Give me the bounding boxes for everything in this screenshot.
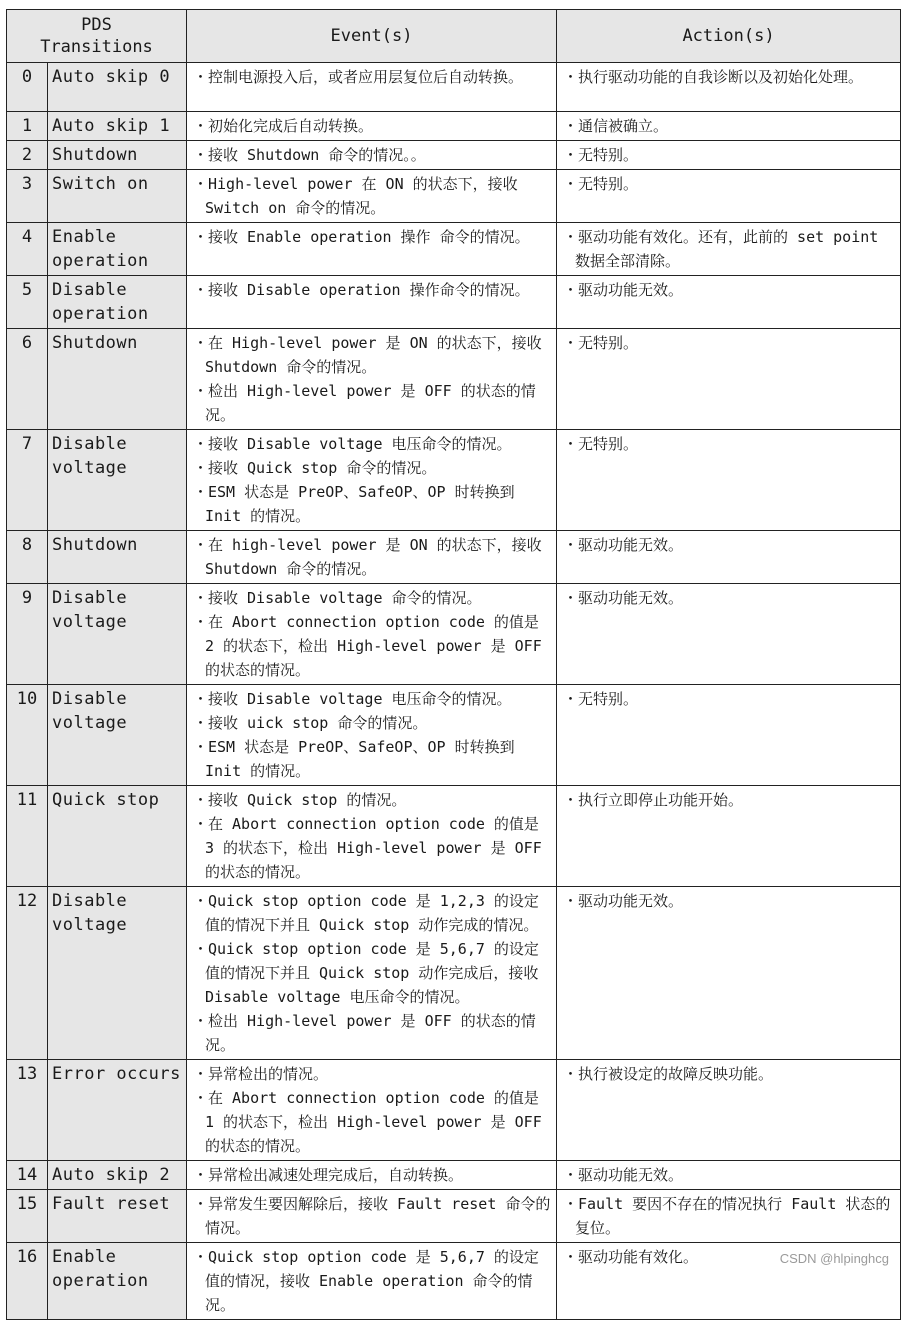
transition-number: 16 (7, 1243, 48, 1320)
event-item: ・接收 Shutdown 命令的情况。。 (193, 146, 426, 164)
transition-number: 4 (7, 223, 48, 276)
transition-name: Error occurs (48, 1060, 187, 1161)
transition-name: Switch on (48, 170, 187, 223)
transition-number: 2 (7, 141, 48, 170)
actions-cell (557, 786, 901, 887)
table-row (7, 1060, 901, 1161)
transition-name: Enable operation (48, 223, 187, 276)
transition-name: Disable voltage (48, 887, 187, 1060)
action-item: ・Fault 要因不存在的情况执行 Fault 状态的复位。 (563, 1195, 891, 1237)
actions-cell (557, 276, 901, 329)
transition-number: 8 (7, 531, 48, 584)
actions-cell (557, 430, 901, 531)
header-events: Event(s) (187, 10, 557, 63)
events-cell (187, 1190, 557, 1243)
event-item: ・ESM 状态是 PreOP、SafeOP、OP 时转换到 Init 的情况。 (193, 483, 515, 525)
table-row (7, 1243, 901, 1320)
table-row (7, 329, 901, 430)
transition-name: Fault reset (48, 1190, 187, 1243)
table-row (7, 1161, 901, 1190)
event-item: ・接收 Disable operation 操作命令的情况。 (193, 281, 530, 299)
events-cell (187, 531, 557, 584)
events-cell (187, 141, 557, 170)
event-item: ・检出 High-level power 是 OFF 的状态的情况。 (193, 382, 536, 424)
transition-number: 9 (7, 584, 48, 685)
events-cell (187, 170, 557, 223)
actions-cell (557, 531, 901, 584)
transition-number: 15 (7, 1190, 48, 1243)
event-item: ・ESM 状态是 PreOP、SafeOP、OP 时转换到 Init 的情况。 (193, 738, 515, 780)
action-item: ・驱动功能无效。 (563, 589, 684, 607)
transition-number: 12 (7, 887, 48, 1060)
action-item: ・无特别。 (563, 690, 639, 708)
events-cell (187, 430, 557, 531)
actions-cell (557, 112, 901, 141)
transition-number: 1 (7, 112, 48, 141)
event-item: ・Quick stop option code 是 5,6,7 的设定值的情况下并且 Quick stop 动作完成后，接收 Disable voltage 电压命令的情况。 (193, 940, 539, 1006)
event-item: ・初始化完成后自动转换。 (193, 117, 374, 135)
table-row (7, 584, 901, 685)
events-cell (187, 584, 557, 685)
action-item: ・驱动功能有效化。 (563, 1248, 699, 1266)
event-item: ・在 Abort connection option code 的值是 3 的状态下，检出 High-level power 是 OFF 的状态的情况。 (193, 815, 542, 881)
transition-name: Auto skip 2 (48, 1161, 187, 1190)
table-row (7, 276, 901, 329)
event-item: ・接收 Disable voltage 电压命令的情况。 (193, 435, 512, 453)
action-item: ・无特别。 (563, 334, 639, 352)
table-row (7, 170, 901, 223)
actions-cell (557, 1060, 901, 1161)
event-item: ・接收 Quick stop 的情况。 (193, 791, 407, 809)
action-item: ・驱动功能无效。 (563, 536, 684, 554)
event-item: ・在 Abort connection option code 的值是 1 的状态下，检出 High-level power 是 OFF 的状态的情况。 (193, 1089, 542, 1155)
event-item: ・异常检出减速处理完成后，自动转换。 (193, 1166, 464, 1184)
table-row (7, 786, 901, 887)
action-item: ・无特别。 (563, 435, 639, 453)
transition-name: Auto skip 1 (48, 112, 187, 141)
event-item: ・接收 uick stop 命令的情况。 (193, 714, 428, 732)
transition-name: Shutdown (48, 329, 187, 430)
action-item: ・执行立即停止功能开始。 (563, 791, 744, 809)
events-cell (187, 786, 557, 887)
action-item: ・驱动功能无效。 (563, 1166, 684, 1184)
event-item: ・接收 Enable operation 操作 命令的情况。 (193, 228, 530, 246)
events-cell (187, 112, 557, 141)
actions-cell (557, 63, 901, 112)
transition-number: 14 (7, 1161, 48, 1190)
actions-cell (557, 584, 901, 685)
transition-number: 7 (7, 430, 48, 531)
header-pds-transitions: PDS Transitions (7, 10, 187, 63)
actions-cell (557, 1161, 901, 1190)
event-item: ・Quick stop option code 是 5,6,7 的设定值的情况，接收 Enable operation 命令的情况。 (193, 1248, 539, 1314)
action-item: ・驱动功能无效。 (563, 281, 684, 299)
events-cell (187, 1161, 557, 1190)
event-item: ・Quick stop option code 是 1,2,3 的设定值的情况下并且 Quick stop 动作完成的情况。 (193, 892, 539, 934)
event-item: ・High-level power 在 ON 的状态下，接收 Switch on 命令的情况。 (193, 175, 518, 217)
table-row (7, 223, 901, 276)
events-cell (187, 223, 557, 276)
transition-number: 13 (7, 1060, 48, 1161)
action-item: ・驱动功能无效。 (563, 892, 684, 910)
event-item: ・异常检出的情况。 (193, 1065, 329, 1083)
event-item: ・控制电源投入后，或者应用层复位后自动转换。 (193, 68, 524, 86)
actions-cell (557, 170, 901, 223)
actions-cell (557, 685, 901, 786)
actions-cell (557, 887, 901, 1060)
events-cell (187, 685, 557, 786)
actions-cell (557, 223, 901, 276)
transition-name: Quick stop (48, 786, 187, 887)
table-row (7, 887, 901, 1060)
transition-number: 6 (7, 329, 48, 430)
table-row (7, 531, 901, 584)
action-item: ・通信被确立。 (563, 117, 669, 135)
transition-number: 10 (7, 685, 48, 786)
action-item: ・无特别。 (563, 175, 639, 193)
transition-name: Disable voltage (48, 685, 187, 786)
event-item: ・接收 Disable voltage 命令的情况。 (193, 589, 482, 607)
event-item: ・检出 High-level power 是 OFF 的状态的情况。 (193, 1012, 536, 1054)
action-item: ・无特别。 (563, 146, 639, 164)
table-row (7, 141, 901, 170)
action-item: ・执行驱动功能的自我诊断以及初始化处理。 (563, 68, 864, 86)
table-header-row (7, 10, 901, 63)
events-cell (187, 329, 557, 430)
transition-name: Auto skip 0 (48, 63, 187, 112)
event-item: ・接收 Disable voltage 电压命令的情况。 (193, 690, 512, 708)
actions-cell (557, 141, 901, 170)
pds-transitions-table (6, 9, 901, 1320)
transition-name: Shutdown (48, 531, 187, 584)
transition-name: Disable voltage (48, 430, 187, 531)
actions-cell (557, 1190, 901, 1243)
transition-number: 0 (7, 63, 48, 112)
header-actions: Action(s) (557, 10, 901, 63)
table-row (7, 685, 901, 786)
events-cell (187, 887, 557, 1060)
table-row (7, 1190, 901, 1243)
action-item: ・驱动功能有效化。还有，此前的 set point 数据全部清除。 (563, 228, 879, 270)
table-row (7, 63, 901, 112)
transition-name: Shutdown (48, 141, 187, 170)
transition-name: Enable operation (48, 1243, 187, 1320)
transition-name: Disable operation (48, 276, 187, 329)
transition-name: Disable voltage (48, 584, 187, 685)
actions-cell (557, 329, 901, 430)
events-cell (187, 1243, 557, 1320)
table-row (7, 430, 901, 531)
transition-number: 3 (7, 170, 48, 223)
action-item: ・执行被设定的故障反映功能。 (563, 1065, 774, 1083)
events-cell (187, 276, 557, 329)
event-item: ・在 Abort connection option code 的值是 2 的状态下，检出 High-level power 是 OFF 的状态的情况。 (193, 613, 542, 679)
transition-number: 5 (7, 276, 48, 329)
event-item: ・异常发生要因解除后，接收 Fault reset 命令的情况。 (193, 1195, 551, 1237)
watermark: CSDN @hlpinghcg (779, 1251, 889, 1266)
events-cell (187, 1060, 557, 1161)
table-row (7, 112, 901, 141)
transition-number: 11 (7, 786, 48, 887)
event-item: ・接收 Quick stop 命令的情况。 (193, 459, 437, 477)
event-item: ・在 high-level power 是 ON 的状态下，接收 Shutdown 命令的情况。 (193, 536, 542, 578)
event-item: ・在 High-level power 是 ON 的状态下，接收 Shutdown 命令的情况。 (193, 334, 542, 376)
events-cell (187, 63, 557, 112)
